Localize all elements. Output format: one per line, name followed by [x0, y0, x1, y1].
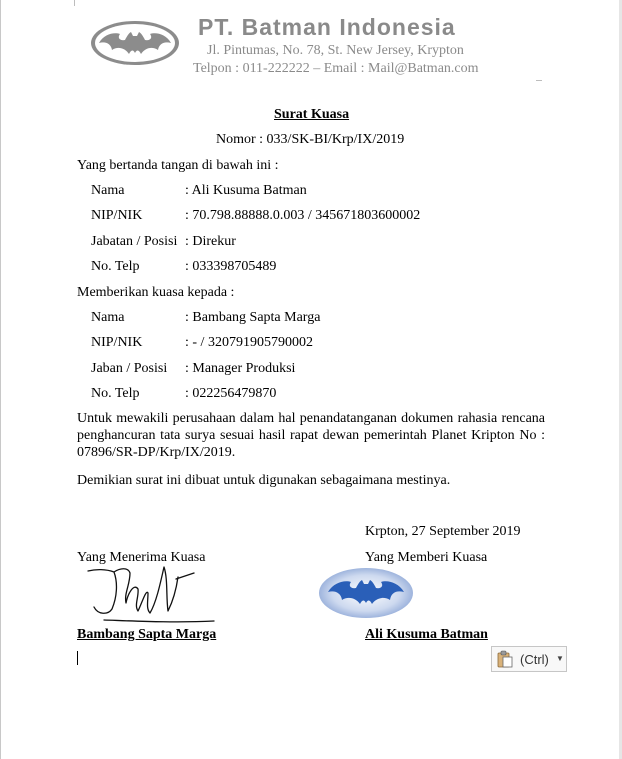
grantee-name-value: : Bambang Sapta Marga: [185, 310, 321, 325]
grantee-position-value: : Manager Produksi: [185, 361, 296, 376]
handwritten-signature: [84, 563, 216, 627]
grantee-phone-value: : 022256479870: [185, 386, 277, 401]
grantor-position-label: Jabatan / Posisi: [91, 234, 178, 249]
paste-options-button[interactable]: [491, 646, 567, 672]
grantee-nip-label: NIP/NIK: [91, 335, 143, 350]
grantor-phone-label: No. Telp: [91, 259, 140, 274]
crop-mark-top: [60, 0, 75, 6]
company-name: PT. Batman Indonesia: [198, 14, 456, 40]
purpose-paragraph: Untuk mewakili perusahaan dalam hal penandatanganan dokumen rahasia rencana penghancuran tata surya sesuai hasil rapat dewan pemerintah Planet Kripton No : 07896/SR-DP/Krp/IX/2019.: [77, 411, 545, 460]
grantor-nip-value: : 70.798.88888.0.003 / 345671803600002: [185, 208, 421, 223]
grantee-nip-value: : - / 320791905790002: [185, 335, 313, 350]
place-date: Krpton, 27 September 2019: [365, 524, 521, 539]
grantor-nip-label: NIP/NIK: [91, 208, 143, 223]
paste-options-label: (Ctrl): [520, 652, 549, 667]
text-cursor: [77, 651, 78, 665]
intro-line: Yang bertanda tangan di bawah ini :: [77, 158, 279, 173]
grantee-name-label: Nama: [91, 310, 125, 325]
company-address: Jl. Pintumas, No. 78, St. New Jersey, Krypton: [207, 43, 464, 58]
grantee-position-label: Jaban / Posisi: [91, 361, 168, 376]
recipient-name: Bambang Sapta Marga: [77, 627, 217, 642]
recipient-caption: Yang Menerima Kuasa: [77, 550, 206, 565]
grantor-name-label: Nama: [91, 183, 125, 198]
page-left-edge: [0, 0, 1, 759]
giver-caption: Yang Memberi Kuasa: [365, 550, 488, 565]
bat-stamp-icon: [318, 567, 414, 619]
grantor-phone-value: : 033398705489: [185, 259, 277, 274]
grantee-phone-label: No. Telp: [91, 386, 140, 401]
crop-mark-right: [536, 72, 542, 81]
giver-name: Ali Kusuma Batman: [365, 627, 488, 642]
grantor-position-value: : Direkur: [185, 234, 236, 249]
grantor-name-value: : Ali Kusuma Batman: [185, 183, 307, 198]
clipboard-icon: [497, 650, 513, 668]
letter-number: Nomor : 033/SK-BI/Krp/IX/2019: [216, 132, 405, 147]
chevron-down-icon: ▼: [556, 654, 564, 663]
company-contact: Telpon : 011-222222 – Email : Mail@Batman.com: [193, 61, 479, 76]
bat-logo-icon: [90, 20, 180, 66]
closing-paragraph: Demikian surat ini dibuat untuk digunakan sebagaimana mestinya.: [77, 473, 451, 488]
grant-heading: Memberikan kuasa kepada :: [77, 285, 235, 300]
letter-title: Surat Kuasa: [274, 107, 350, 122]
